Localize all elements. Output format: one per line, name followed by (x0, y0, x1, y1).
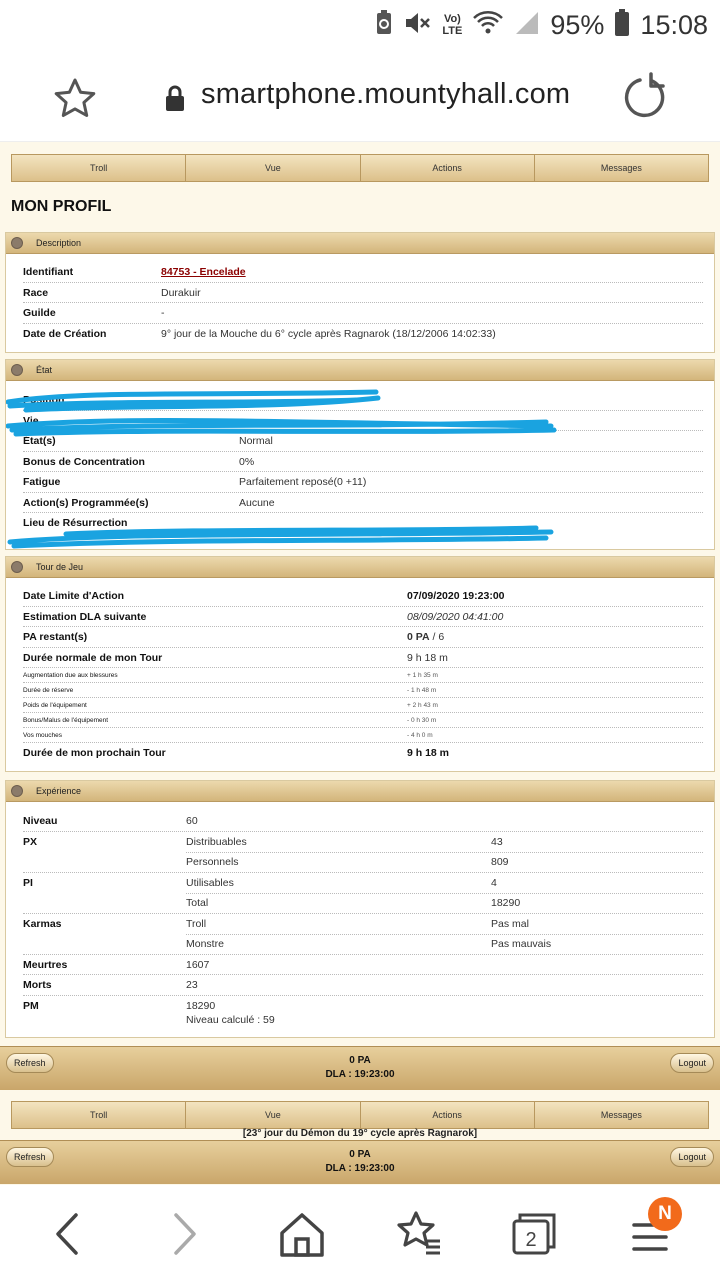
panel-title: État (36, 365, 53, 375)
bookmarks-icon[interactable] (388, 1209, 448, 1259)
panel-title: Tour de Jeu (36, 562, 84, 572)
table-row: Bonus/Malus de l'équipement - 0 h 30 m (23, 713, 703, 728)
browser-url-bar (0, 50, 720, 142)
table-row: Estimation DLA suivante 08/09/2020 04:41:00 (23, 607, 703, 628)
table-row: Fatigue Parfaitement reposé(0 +11) (23, 472, 703, 493)
table-row: Poids de l'équipement + 2 h 43 m (23, 698, 703, 713)
panel-title: Description (36, 238, 82, 248)
panel-header (6, 557, 714, 578)
wifi-icon (472, 10, 504, 41)
table-row: PI Utilisables 4 (23, 873, 703, 894)
table-row: Date de Création 9° jour de la Mouche du 6° cycle après Ragnarok (18/12/2006 14:02:33) (23, 327, 496, 340)
forward-icon[interactable] (154, 1209, 214, 1259)
table-row: Vos mouches - 4 h 0 m (23, 728, 703, 743)
description-panel (5, 232, 715, 353)
table-row: Augmentation due aux blessures + 1 h 35 m (23, 668, 703, 683)
experience-panel (5, 780, 715, 1038)
table-row: Meurtres 1607 (23, 955, 703, 976)
logout-button[interactable]: Logout (670, 1147, 714, 1167)
table-row: Niveau 60 (23, 811, 703, 832)
back-icon[interactable] (38, 1209, 98, 1259)
bottom-menu (11, 1101, 709, 1129)
table-row: Action(s) Programmée(s) Aucune (23, 493, 703, 514)
dla-text: DLA : 19:23:00 (325, 1163, 395, 1174)
refresh-button[interactable]: Refresh (6, 1147, 54, 1167)
top-menu (11, 154, 709, 182)
table-row: Total 18290 (23, 893, 703, 914)
tab-vue[interactable]: Vue (186, 1102, 360, 1128)
reload-icon[interactable] (620, 72, 670, 122)
panel-title: Expérience (36, 786, 82, 796)
table-row: Vie (23, 411, 703, 432)
tab-messages[interactable]: Messages (600, 1110, 642, 1120)
tab-troll[interactable]: Troll (12, 155, 186, 181)
etat-panel (5, 359, 715, 550)
troll-id-link[interactable]: 84753 - Encelade (161, 266, 246, 278)
table-row: Lieu de Résurrection (23, 517, 128, 529)
home-icon[interactable] (272, 1209, 332, 1259)
pa-text: 0 PA (349, 1055, 371, 1066)
table-row: PM 18290 Niveau calculé : 59 (23, 999, 275, 1026)
volte-indicator: Vo) LTE (442, 13, 463, 37)
table-row: Karmas Troll Pas mal (23, 914, 703, 935)
panel-header (6, 781, 714, 802)
table-row: Bonus de Concentration 0% (23, 452, 703, 473)
logout-button[interactable]: Logout (670, 1053, 714, 1073)
info-bar (0, 1140, 720, 1184)
table-row: État(s) Normal (23, 431, 703, 452)
table-row: Date Limite d'Action 07/09/2020 19:23:00 (23, 586, 703, 607)
tab-actions[interactable]: Actions (361, 155, 535, 181)
table-row: Personnels 809 (23, 852, 703, 873)
table-row: Position (23, 390, 703, 411)
table-row: Morts 23 (23, 975, 703, 996)
signal-icon (514, 10, 540, 41)
game-date-text: [23° jour du Démon du 19° cycle après Ragnarok] (242, 1128, 478, 1139)
table-row: Race Durakuir (23, 283, 703, 304)
url-text[interactable]: smartphone.mountyhall.com (201, 78, 571, 110)
clock: 15:08 (640, 9, 708, 40)
refresh-button[interactable]: Refresh (6, 1053, 54, 1073)
panel-header (6, 233, 714, 254)
table-row: PA restant(s) 0 PA / 6 (23, 627, 703, 648)
pa-text: 0 PA (349, 1149, 371, 1160)
info-bar (0, 1046, 720, 1090)
recycle-battery-icon (374, 10, 394, 41)
battery-percent: 95% (550, 9, 605, 40)
tabs-count: 2 (525, 1229, 537, 1251)
browser-nav-bar (0, 1185, 720, 1280)
bullet-icon (11, 785, 23, 797)
table-row: Identifiant 84753 - Encelade (23, 262, 703, 283)
bullet-icon (11, 237, 23, 249)
tab-messages[interactable]: Messages (600, 163, 642, 173)
status-bar (0, 0, 720, 50)
tab-actions[interactable]: Actions (361, 1102, 535, 1128)
tabs-icon[interactable] (504, 1209, 564, 1259)
page-title: MON PROFIL (11, 198, 112, 215)
lock-icon (164, 84, 186, 112)
bullet-icon (11, 364, 23, 376)
table-row: Durée de réserve - 1 h 48 m (23, 683, 703, 698)
tab-vue[interactable]: Vue (186, 155, 360, 181)
table-row: Guilde - (23, 303, 703, 324)
web-page (0, 142, 720, 1185)
battery-icon (614, 9, 630, 42)
bookmark-star-icon[interactable] (52, 76, 98, 122)
panel-header (6, 360, 714, 381)
tab-troll[interactable]: Troll (12, 1102, 186, 1128)
bullet-icon (11, 561, 23, 573)
dla-text: DLA : 19:23:00 (325, 1069, 395, 1080)
table-row: Durée de mon prochain Tour 9 h 18 m (23, 747, 450, 759)
table-row: Monstre Pas mauvais (23, 934, 703, 955)
notification-badge: N (648, 1197, 682, 1231)
tour-panel (5, 556, 715, 772)
table-row: Durée normale de mon Tour 9 h 18 m (23, 648, 703, 669)
mute-icon (404, 10, 432, 41)
table-row: PX Distribuables 43 (23, 832, 703, 853)
